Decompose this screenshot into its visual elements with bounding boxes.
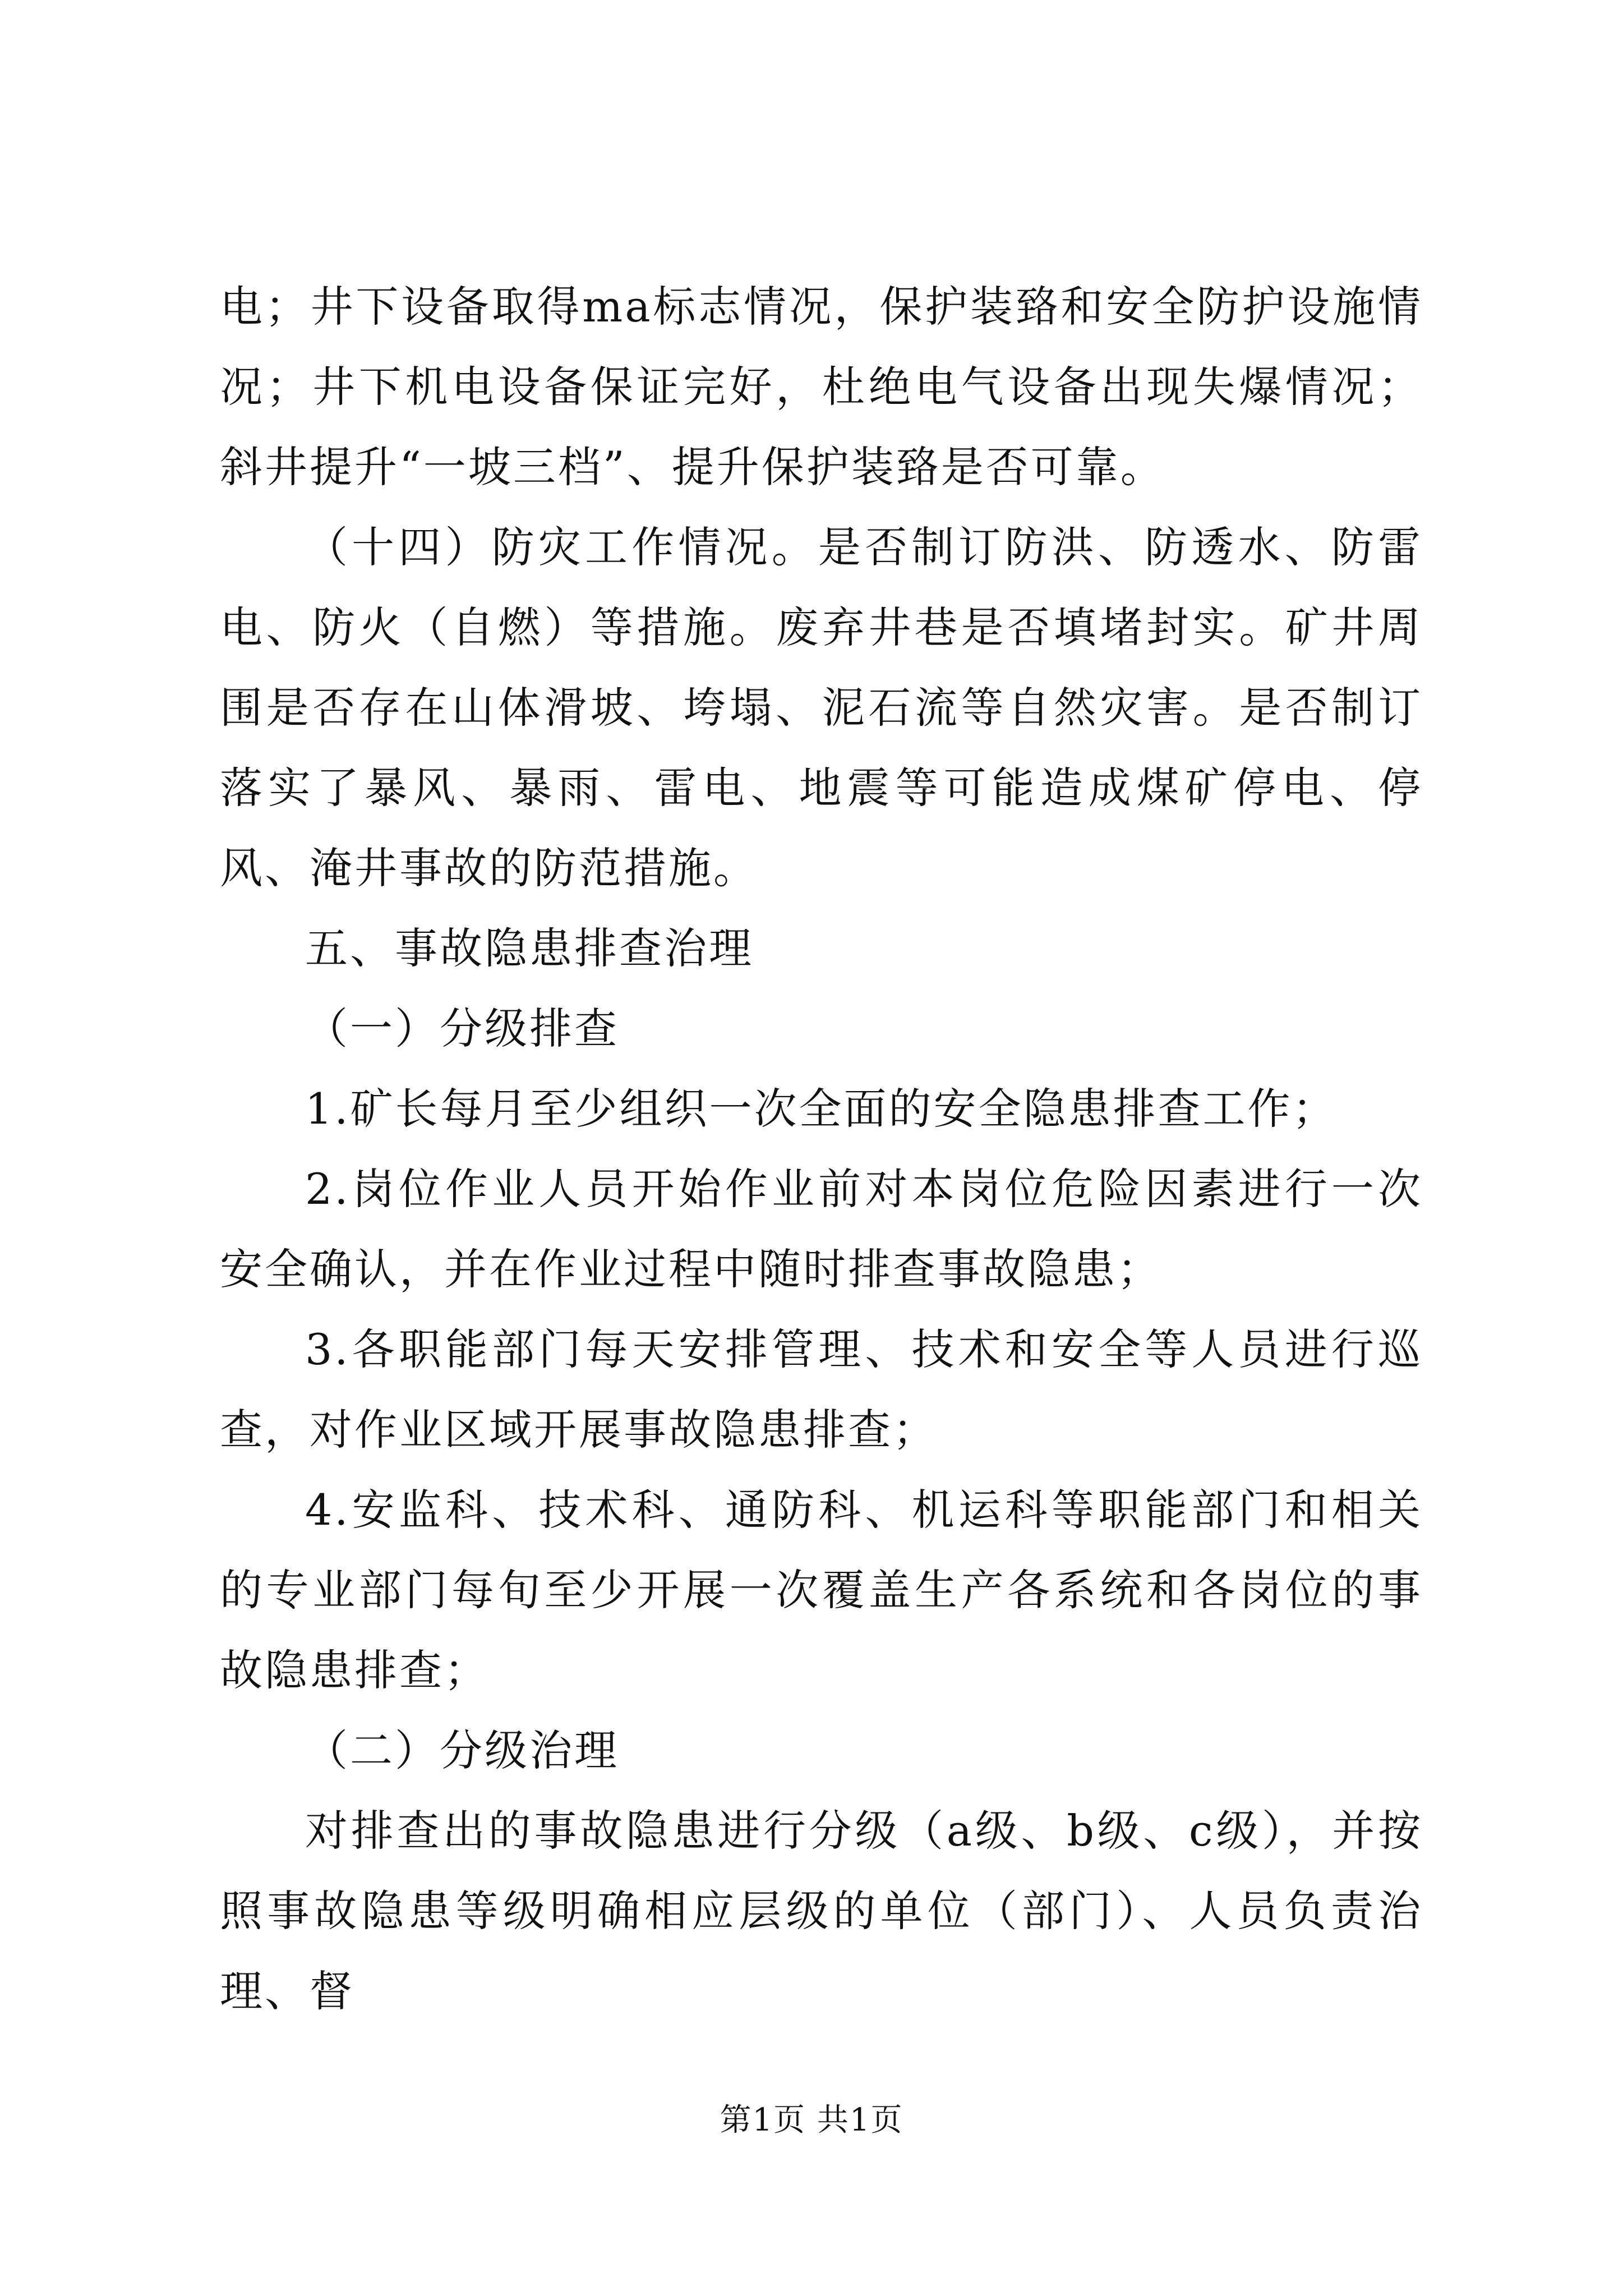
paragraph-grading: 对排查出的事故隐患进行分级（a级、b级、c级），并按照事故隐患等级明确相应层级的单位（部门）、人员负责治理、督 bbox=[220, 1806, 1423, 2016]
paragraph-continuation: 电；井下设备取得ma标志情况，保护装臵和安全防护设施情况；井下机电设备保证完好，杜绝电气设备出现失爆情况；斜井提升“一坡三档”、提升保护装臵是否可靠。 bbox=[220, 282, 1423, 492]
section-heading-hazard-management: 五、事故隐患排查治理 bbox=[305, 923, 754, 973]
list-item-4: 4.安监科、技术科、通防科、机运科等职能部门和相关的专业部门每旬至少开展一次覆盖生产各系统和各岗位的事故隐患排查； bbox=[220, 1485, 1423, 1695]
subheading-graded-inspection: （一）分级排查 bbox=[305, 1004, 619, 1053]
paragraph-disaster-prevention: （十四）防灾工作情况。是否制订防洪、防透水、防雷电、防火（自燃）等措施。废弃井巷是否填堵封实。矿井周围是否存在山体滑坡、垮塌、泥石流等自然灾害。是否制订落实了暴风、暴雨、雷电、地震等可能造成煤矿停电、停风、淹井事故的防范措施。 bbox=[220, 522, 1423, 893]
document-body bbox=[220, 266, 1423, 2031]
page-footer: 第1页 共1页 bbox=[720, 2102, 903, 2138]
list-item-3: 3.各职能部门每天安排管理、技术和安全等人员进行巡查，对作业区域开展事故隐患排查； bbox=[220, 1324, 1423, 1455]
list-item-1: 1.矿长每月至少组织一次全面的安全隐患排查工作； bbox=[305, 1084, 1338, 1134]
list-item-2: 2.岗位作业人员开始作业前对本岗位危险因素进行一次安全确认，并在作业过程中随时排查事故隐患； bbox=[220, 1164, 1423, 1294]
subheading-graded-treatment: （二）分级治理 bbox=[305, 1726, 619, 1775]
